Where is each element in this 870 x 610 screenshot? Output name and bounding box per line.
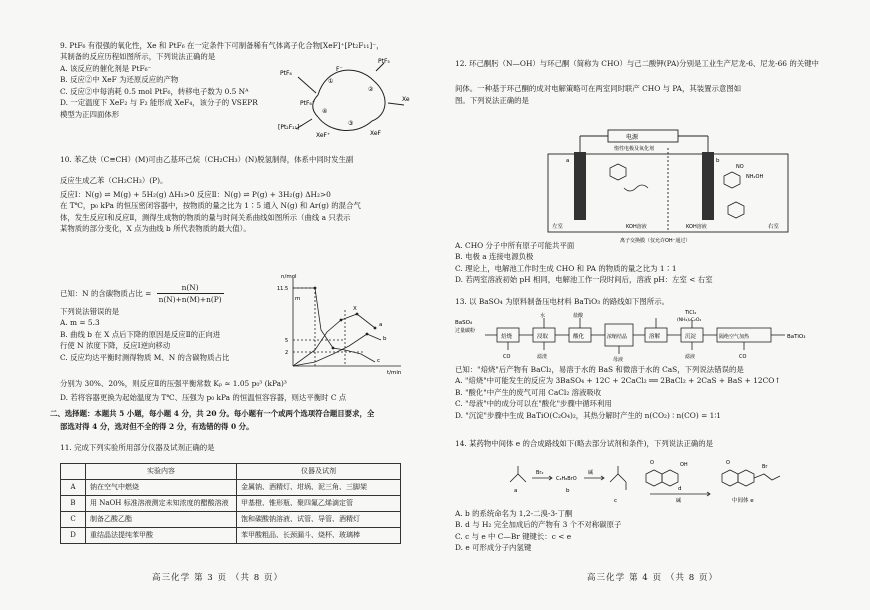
q13-label-carbon: 过量碳粉 [455, 328, 476, 334]
q12-label-membrane: 离子交换膜（仅允许OH⁻通过） [620, 238, 691, 244]
q10-fraction-numerator: n(N) [157, 282, 224, 294]
q10-option-c-cont: 分别为 30%、20%，则反应Ⅱ的压强平衡常数 Kₚ ≈ 1.05 p₀³ (kPa)³ [60, 379, 287, 388]
q10-chart-m: m [295, 296, 301, 302]
q10-option-d: D. 若将容器更换为起始温度为 T℃、压强为 p₀ kPa 的恒温恒容容器，则达平衡时 C 点 [60, 393, 347, 402]
q10-reaction-line-4: 某物质的部分变化，X 点为曲线 b 所代表物质的最大值）。 [60, 224, 251, 234]
q14-stem: 14. 某药物中间体 e 的合成路线如下(略去部分试剂和条件)，下列说法正确的是 [455, 439, 714, 448]
q14-option-c: C. c 与 e 中 C—Br 键键长：c < e [455, 531, 572, 541]
table-row [61, 512, 401, 528]
question-10 [60, 154, 405, 235]
q10-reaction-line-2: 在 T℃，p₀ kPa 的恒压密闭容器中，按物质的量之比为 1∶5 通入 N(g) 和 Ar(g) 的混合气 [60, 201, 361, 211]
q9-label-step3: ③ [348, 120, 354, 127]
q11-row-c-content: 制备乙酸乙酯 [86, 512, 237, 528]
q13-step-roast: 焙烧 [501, 334, 513, 340]
right-page-footer: 高三化学 第 4 页 （共 8 页） [586, 573, 719, 583]
q11-header-option [61, 464, 86, 480]
q13-option-c: C. "母液"中的成分可以在"酸化"步骤中循环利用 [455, 399, 612, 409]
q11-header-content: 实验内容 [86, 464, 237, 480]
q13-label-baso4: BaSO₄ [455, 320, 473, 326]
q12-stem-line-3: 图。下列说法正确的是 [455, 95, 529, 105]
q11-stem: 11. 完成下列实验所用部分仪器及试剂正确的是 [60, 443, 215, 452]
q13-known: 已知："焙烧"后产物有 BaCl₂，易溶于水的 BaS 和微溶于水的 CaS，下列说法错误的是 [455, 365, 744, 374]
q10-stem-line-2: 反应生成乙苯（CH₂CH₃）(P)。 [60, 176, 168, 186]
q9-label-ptf6: PtF₆ [280, 70, 292, 77]
section-2-heading-line-2: 部选对得 4 分，选对但不全的得 2 分，有选错的得 0 分。 [60, 422, 254, 431]
q10-chart-ylabel: n/mol [281, 274, 297, 280]
q12-label-electrode: 惰性电极及氧化剂 [614, 146, 655, 152]
q9-option-a: A. 该反应的催化剂是 PtF₆⁻ [60, 63, 152, 73]
q11-row-d-content: 重结晶法提纯苯甲酸 [86, 528, 237, 544]
section-2-heading-line-1: 二、选择题：本题共 5 小题，每小题 4 分，共 20 分。每小题有一个或两个选项符合题目要求，全 [50, 409, 375, 418]
q14-option-a: A. b 的系统命名为 1,2-二溴-3-丁酮 [455, 509, 573, 518]
q9-label-step2: ② [368, 86, 374, 93]
q9-label-step4: ④ [322, 108, 328, 115]
q10-option-a: A. m = 5.3 [60, 318, 100, 328]
q12-label-koh-left: KOH溶液 [626, 224, 647, 230]
q13-label-co-out: CO [739, 354, 747, 360]
q13-step-acidify: 酸化 [573, 334, 585, 340]
question-13-options [455, 364, 840, 421]
q14-label-b: b [566, 488, 570, 494]
q14-label-base-2: 碱 [676, 498, 682, 504]
q12-stem-line-1: 12. 环己酮肟（N—OH）与环己酮（简称为 CHO）与己二酸钾(PA)分别是工业生产尼龙-6、尼龙-66 的关键中 [455, 59, 819, 68]
q9-option-b: B. 反应②中 XeF 为还原反应的产物 [60, 75, 179, 85]
q9-label-xef: XeF [370, 130, 381, 137]
q13-label-oxalate: (NH₄)₂C₂O₄ [677, 318, 702, 323]
q9-label-xef-plus: XeF⁺ [316, 132, 331, 139]
q14-label-formula: C₄H₈BrO [556, 476, 577, 482]
q10-amount-time-chart [275, 270, 410, 375]
q10-known-label: 已知：N 的含碳物质占比 = [60, 288, 152, 298]
q13-label-co: CO [503, 354, 511, 360]
q10-known [60, 282, 224, 306]
q11-row-b-instruments: 甲基橙、锥形瓶、聚四氟乙烯滴定管 [237, 496, 401, 512]
q13-label-ticl4: TiCl₄ [685, 310, 697, 316]
q9-stem-line-1: 9. PtF₆ 有很强的氧化性，Xe 和 PtF₆ 在一定条件下可制备稀有气体离子化合物[XeF]⁺[Pt₂F₁₁]⁻， [60, 41, 384, 50]
q12-electrolysis-cell-diagram [540, 128, 800, 246]
q9-option-c: C. 反应②中每消耗 0.5 mol PtF₆，转移电子数为 0.5 Nᴬ [60, 86, 249, 96]
q11-row-a-instruments: 金属钠、酒精灯、坩埚、泥三角、三脚架 [237, 480, 401, 496]
q12-label-power: 电源 [626, 134, 639, 141]
q12-label-koh-right: KOH溶液 [686, 224, 707, 230]
q13-label-residue: 滤渣 [537, 354, 548, 360]
q14-label-d: d [678, 486, 682, 492]
q12-stem-line-2: 间体。一种基于环己酮的成对电解策略可在两室同时联产 CHO 与 PA，其装置示意图如 [455, 84, 742, 94]
q14-label-o-2: O [726, 460, 730, 466]
q10-option-c: C. 反应均达平衡时测得物质 M、N 的含碳物质占比 [60, 352, 230, 362]
q14-option-b: B. d 与 H₂ 完全加成后的产物有 3 个不对称碳原子 [455, 520, 622, 530]
q13-step-heat: 隔绝空气加热 [719, 334, 750, 340]
q10-chart-point-x: X [353, 306, 357, 312]
q12-label-nh2oh: NH₂OH [746, 174, 764, 180]
q13-product: BaTiO₃ [787, 334, 806, 340]
q12-option-c: C. 理论上，电解池工作时生成 CHO 和 PA 的物质的量之比为 1∶1 [455, 263, 677, 273]
q10-chart-tick-11-5: 11.5 [277, 286, 289, 292]
table-row [61, 528, 401, 544]
q9-label-step1: ① [328, 78, 334, 85]
q9-reaction-cycle-diagram [278, 55, 418, 140]
q14-label-o-1: O [650, 460, 654, 466]
q14-label-base-1: 碱 [588, 470, 594, 476]
question-10-options [60, 306, 275, 363]
q10-fraction [157, 282, 224, 306]
q13-step-precipitate: 沉淀 [685, 334, 697, 340]
q11-header-instruments: 仪器及试剂 [237, 464, 401, 480]
right-page [435, 0, 870, 610]
q9-label-pt2f11: [Pt₂F₁₁]⁻ [278, 124, 303, 131]
q12-label-electrode-b: b [716, 158, 720, 164]
question-14-options [455, 508, 840, 554]
question-12 [455, 58, 840, 106]
q9-label-f-minus: F⁻ [336, 66, 343, 73]
left-page-footer: 高三化学 第 3 页 （共 8 页） [151, 573, 284, 583]
q13-label-mother-liquor: 母液 [613, 357, 624, 362]
q10-option-b-cont: 行使 N 浓度下降，反应Ⅰ逆向移动 [60, 341, 171, 351]
q11-row-c-instruments: 饱和碳酸钠溶液、试管、导管、酒精灯 [237, 512, 401, 528]
q12-label-right-chamber: 右室 [768, 224, 780, 230]
q13-stem: 13. 以 BaSO₄ 为原料制备压电材料 BaTiO₃ 的路线如下图所示。 [455, 297, 669, 306]
q13-step-dissolve: 溶解 [649, 334, 661, 340]
q13-option-b: B. "酸化"中产生的废气可用 CaCl₂ 溶液吸收 [455, 387, 602, 397]
q13-step-concentrate: 浓缩结晶 [607, 334, 628, 340]
q10-fraction-denominator: n(N)+n(M)+n(P) [158, 295, 222, 305]
q10-chart-curve-a: a [379, 322, 383, 328]
q11-row-a-option: A [61, 480, 86, 496]
q10-reaction-line-1: 反应Ⅰ：N(g) ⇌ M(g) + 5H₂(g) ΔH₁>0 反应Ⅱ：N(g) ⇌ P(g) + 3H₂(g) ΔH₂>0 [60, 189, 331, 199]
q12-label-no: NO [736, 164, 744, 170]
q9-label-ptf6-minus: PtF₆⁻ [300, 100, 315, 107]
table-row [61, 480, 401, 496]
q9-option-d-cont: 模型为正四面体形 [60, 109, 120, 119]
q11-table [60, 463, 401, 544]
q12-label-left-chamber: 左室 [552, 224, 564, 230]
q11-row-c-option: C [61, 512, 86, 528]
table-row [61, 496, 401, 512]
q14-label-oh: OH [680, 462, 688, 468]
q11-row-a-content: 钠在空气中燃烧 [86, 480, 237, 496]
q14-synthesis-scheme [500, 452, 800, 512]
q14-label-br2: Br₂ [536, 470, 544, 476]
question-12-options [455, 240, 840, 286]
q11-row-b-content: 用 NaOH 标准溶液测定未知浓度的醋酸溶液 [86, 496, 237, 512]
q13-step-leach: 浸取 [537, 334, 549, 340]
q11-row-d-option: D [61, 528, 86, 544]
q12-label-electrode-a: a [566, 158, 570, 164]
q10-option-b: B. 曲线 b 在 X 点后下降的原因是反应Ⅱ的正向进 [60, 329, 221, 339]
q14-label-e: 中间体 e [732, 498, 754, 504]
q10-chart-curve-b: b [383, 336, 387, 342]
q10-stem-line-1: 10. 苯乙炔（C≡CH）(M)可由乙基环己烷（CH₂CH₃）(N)脱氢制得，体系中同时发生副 [60, 155, 354, 164]
q9-option-d: D. 一定温度下 XeF₂ 与 F₂ 能形成 XeF₄，该分子的 VSEPR [60, 98, 258, 108]
q13-label-filtrate: 滤液 [685, 354, 696, 360]
q9-label-xe: Xe [402, 96, 410, 103]
q10-chart-xlabel: t/min [387, 370, 402, 375]
q10-chart-curve-c: c [377, 358, 381, 364]
q14-label-a: a [514, 488, 518, 494]
q12-option-b: B. 电极 a 连接电源负极 [455, 252, 534, 262]
q10-chart-tick-2: 2 [285, 350, 289, 356]
q14-label-c: c [614, 498, 618, 504]
q12-option-d: D. 若两室溶液初始 pH 相同，电解池工作一段时间后，溶液 pH：左室 < 右室 [455, 275, 713, 285]
q14-option-d: D. e 可形成分子内氢键 [455, 543, 532, 553]
q11-row-d-instruments: 苯甲酸粗品、长颈漏斗、烧杯、玻璃棒 [237, 528, 401, 544]
q9-stem-line-2: 其制备的反应历程如图所示，下列说法正确的是 [60, 52, 216, 62]
q11-table-header [61, 464, 401, 480]
q11-row-b-option: B [61, 496, 86, 512]
q13-option-a: A. "焙烧"中可能发生的反应为 3BaSO₄ + 12C + 2CaCl₂ ══ 2BaCl₂ + 2CaS + BaS + 12CO↑ [455, 376, 781, 386]
q14-label-br: Br [762, 464, 768, 470]
q12-option-a: A. CHO 分子中所有原子可能共平面 [455, 241, 575, 250]
q13-label-hcl: 盐酸 [573, 313, 584, 319]
q13-label-water: 水 [540, 313, 546, 319]
q9-label-ptf5: PtF₅ [378, 58, 390, 65]
q10-chart-tick-5: 5 [285, 338, 289, 344]
q10-reaction-line-3: 体，发生反应Ⅰ和反应Ⅱ，测得生成物的物质的量与时间关系曲线如图所示（曲线 a 只表示 [60, 212, 351, 222]
q10-prompt: 下列说法错误的是 [60, 307, 120, 316]
q13-option-d: D. "沉淀"步骤中生成 BaTiO(C₂O₄)₂，其热分解时产生的 n(CO₂) ∶ n(CO) = 1∶1 [455, 410, 721, 420]
q13-process-flow-diagram [455, 310, 840, 362]
